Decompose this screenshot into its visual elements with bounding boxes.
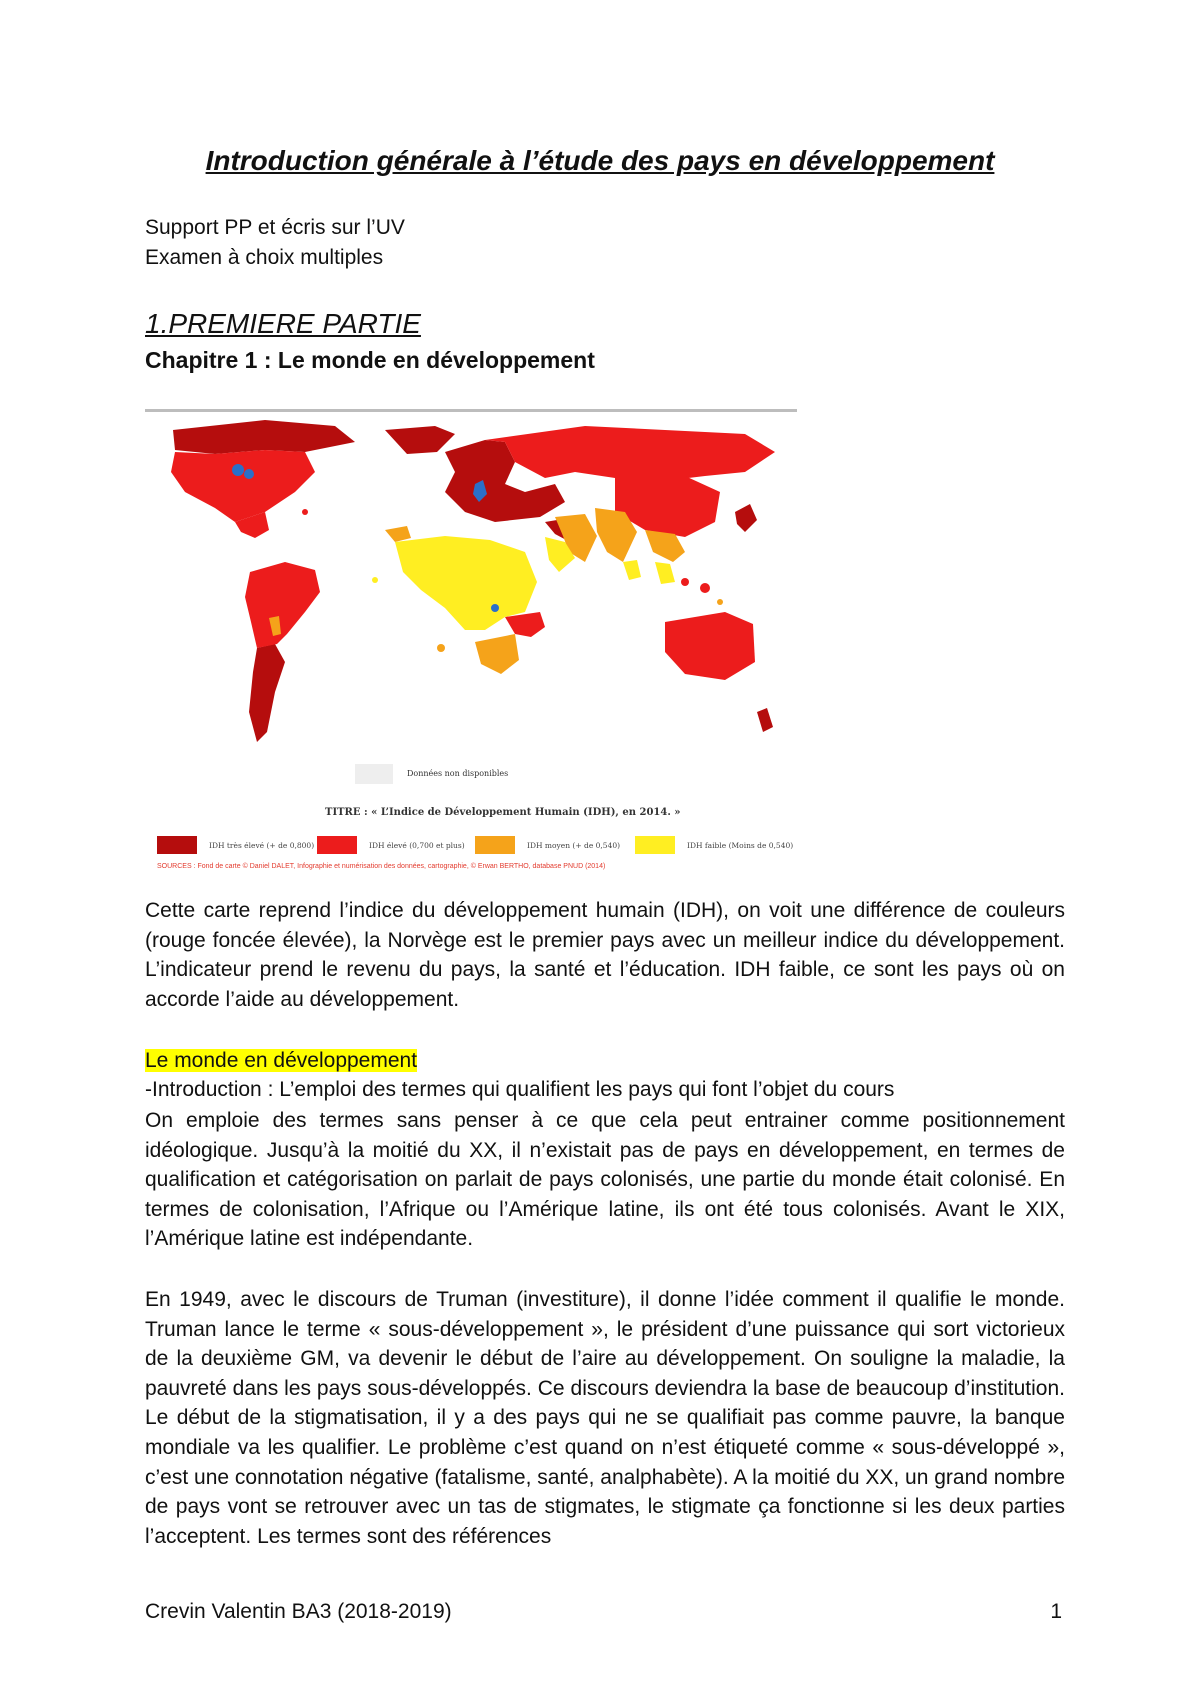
no-data-swatch [355,764,393,784]
legend-swatch-medium [475,836,515,854]
legend-label-low: IDH faible (Moins de 0,540) [687,841,794,850]
document-title: Introduction générale à l’étude des pays en développement [205,145,995,176]
no-data-label: Données non disponibles [407,769,509,778]
chapter-heading: Chapitre 1 : Le monde en développement [145,347,595,373]
map-sources: SOURCES : Fond de carte © Daniel DALET, Infographie et numérisation des données, cartographie, © Erwan BERTHO, database PNUD (2014) [157,863,606,870]
paragraph-truman: En 1949, avec le discours de Truman (investiture), il donne l’idée comment il qualifie le monde. Truman lance le terme « sous-développement », le président d’une puissance qui sort victorieux de la deuxième GM, va devenir le début de l’aire au développement. On souligne la maladie, la pauvreté dans les pays sous-développés. Ce discours deviendra la base de beaucoup d’institution. Le début de la stigmatisation, il y a des pays qui ne se qualifiait pas comme pauvre, la banque mondiale va les qualifier. Le problème c’est quand on n’est étiqueté comme « sous-développé », c’est une connotation négative (fatalisme, santé, analphabète). A la moitié du XX, un grand nombre de pays vont se retrouver avec un tas de stigmates, le stigmate ça fonctionne si les deux parties l’acceptent. Les termes sont des références [145,1288,1065,1548]
page-number: 1 [1050,1600,1062,1623]
intro-line-exam: Examen à choix multiples [145,246,384,269]
section-heading [145,1049,417,1073]
world-map-graphic [145,412,797,772]
map-description-paragraph: Cette carte reprend l’indice du développement humain (IDH), on voit une différence de couleurs (rouge foncée élevée), la Norvège est le premier pays avec un meilleur indice du développement. L’indicateur prend le revenu du pays, la santé et l’éducation. IDH faible, ce sont les pays où on accorde l’aide au développement. [145,899,1065,1011]
map-title: TITRE : « L’Indice de Développement Humain (IDH), en 2014. » [325,807,681,818]
paragraph-colonisation: On emploie des termes sans penser à ce que cela peut entrainer comme positionnement idéologique. Jusqu’à la moitié du XX, il n’existait pas de pays en développement, en termes de qualification et catégorisation on parlait de pays colonisés, une partie du monde était colonisé. En termes de colonisation, l’Afrique ou l’Amérique latine, ils ont été tous colonisés. Avant le XIX, l’Amérique latine est indépendante. [145,1109,1065,1251]
section-heading-text: Le monde en développement [145,1049,418,1072]
footer-author: Crevin Valentin BA3 (2018-2019) [145,1600,452,1623]
legend-label-very-high: IDH très élevé (+ de 0,800) [209,841,315,850]
legend-label-high: IDH élevé (0,700 et plus) [369,841,465,850]
legend-swatch-high [317,836,357,854]
legend-label-medium: IDH moyen (+ de 0,540) [527,841,621,850]
introduction-line: -Introduction : L’emploi des termes qui qualifient les pays qui font l’objet du cours [145,1078,895,1101]
legend-swatch-low [635,836,675,854]
hdi-world-map [145,409,797,893]
intro-line-support: Support PP et écris sur l’UV [145,216,405,239]
part-heading: 1.PREMIERE PARTIE [145,308,421,339]
legend-swatch-very-high [157,836,197,854]
